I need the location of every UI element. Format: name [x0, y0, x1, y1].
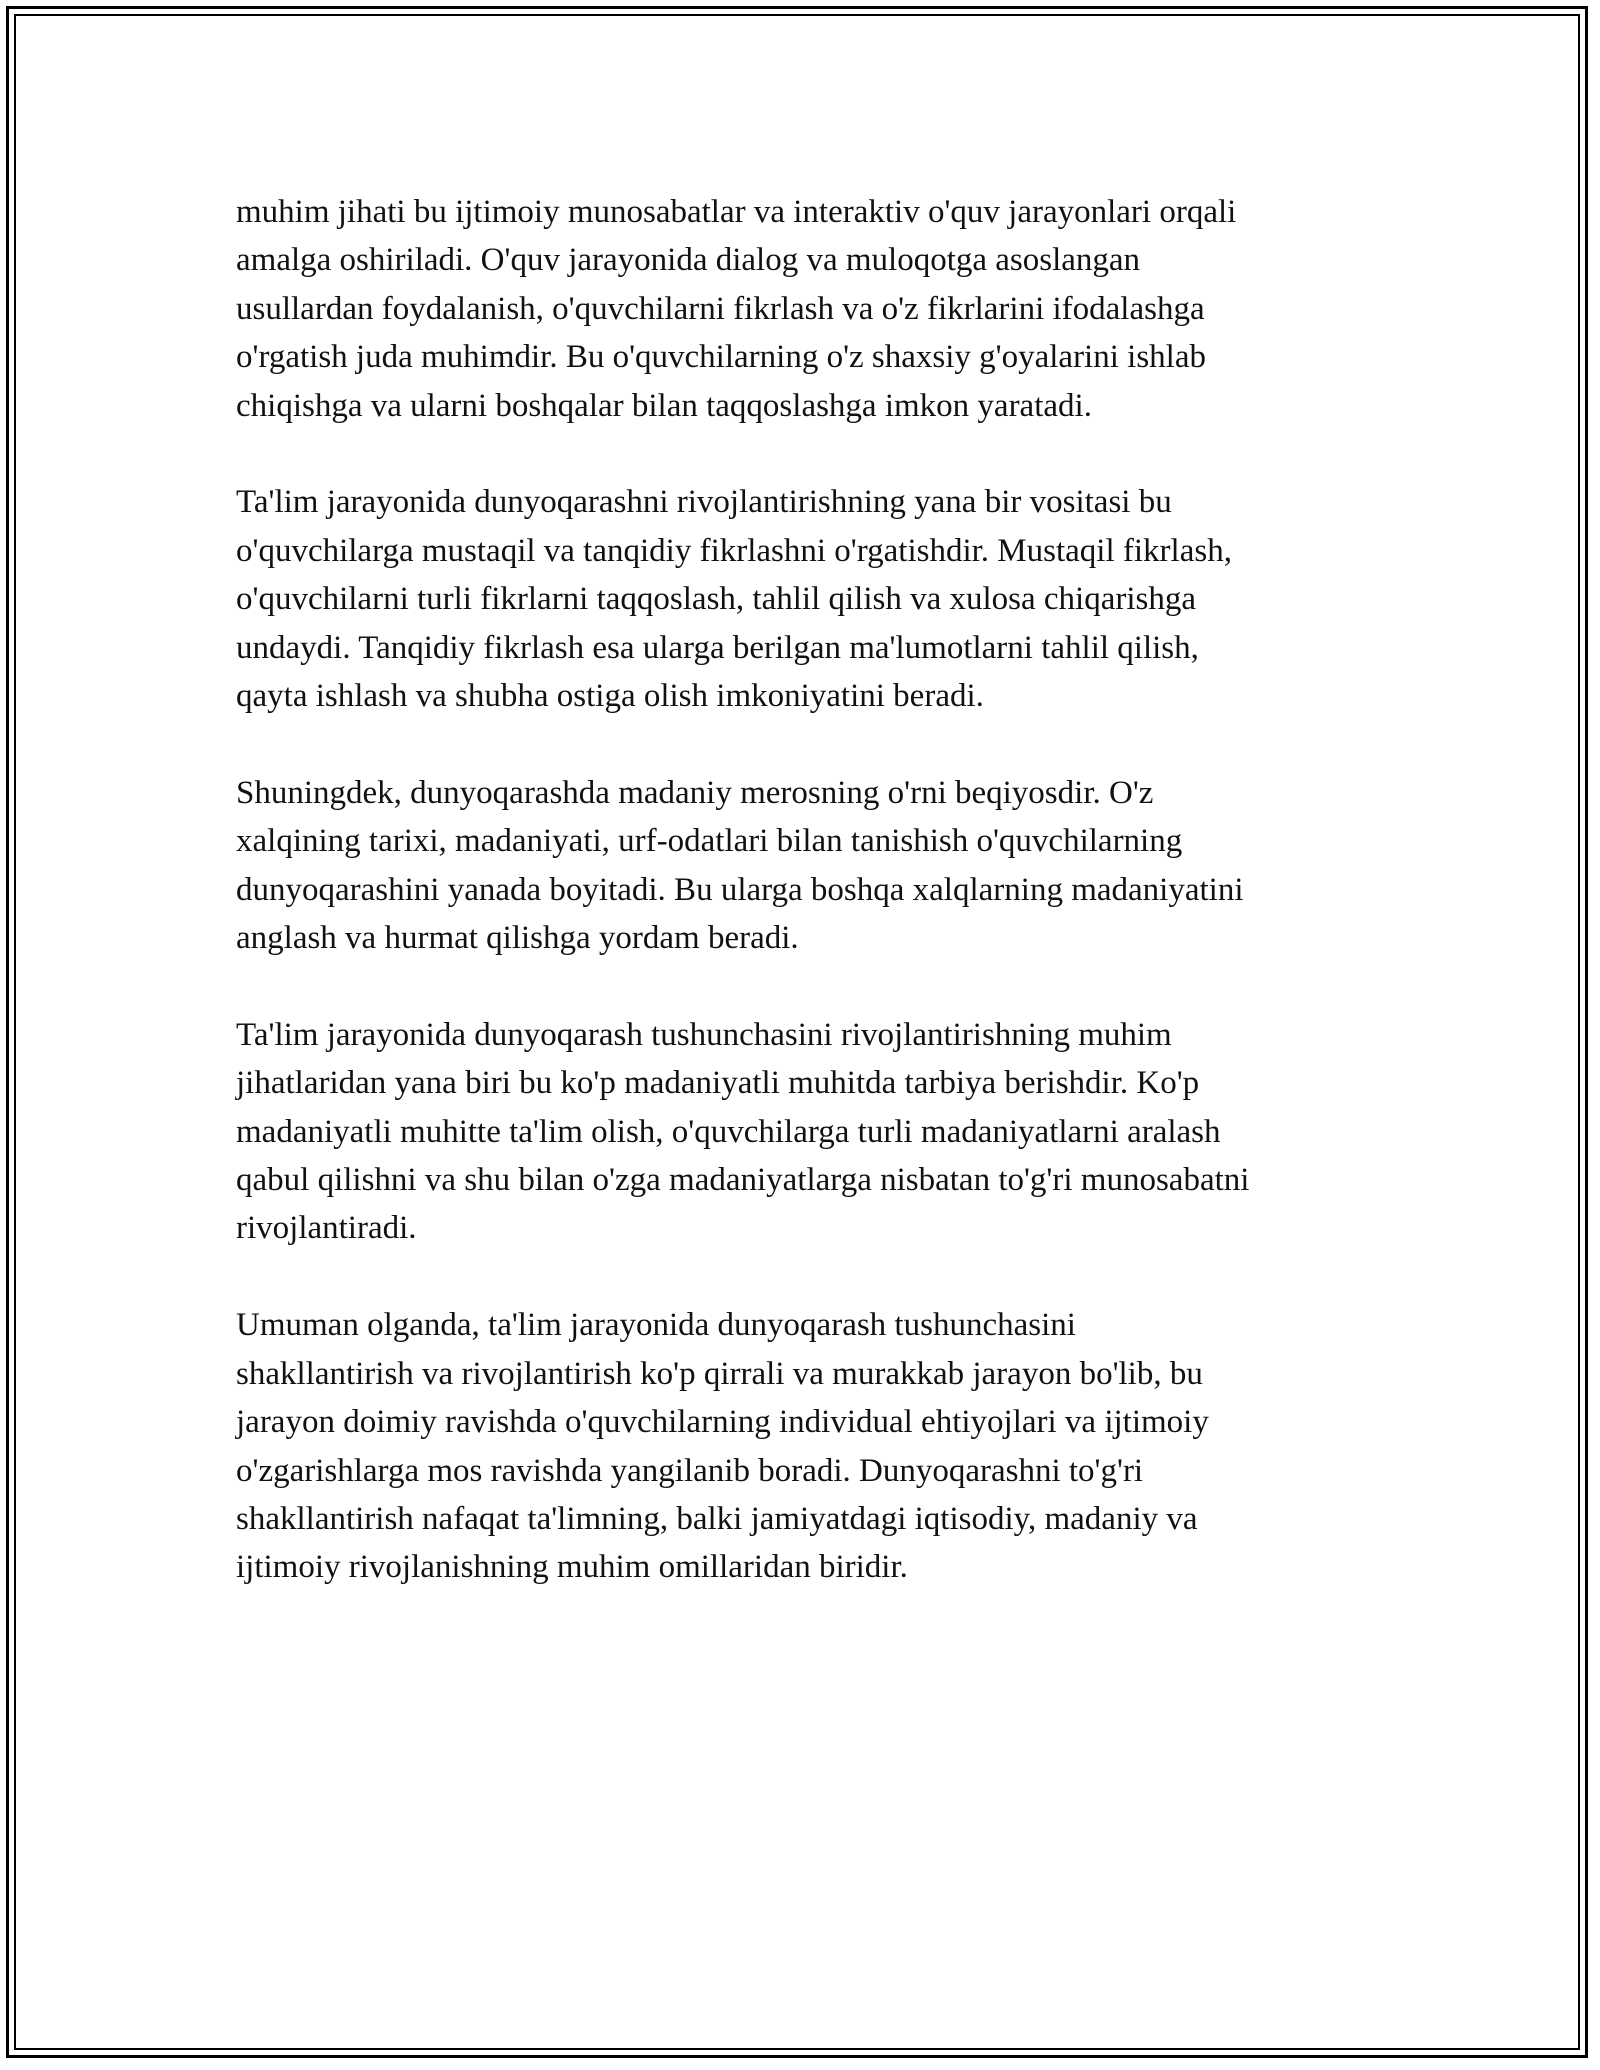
text-line: xalqining tarixi, madaniyati, urf-odatlari bilan tanishish o'quvchilarning: [236, 823, 1183, 860]
text-line: muhim jihati bu ijtimoiy munosabatlar va interaktiv o'quv jarayonlari orqali: [236, 194, 1237, 230]
text-line: o'zgarishlarga mos ravishda yangilanib boradi. Dunyoqarashni to'g'ri: [236, 1452, 1144, 1489]
text-line: rivojlantiradi.: [236, 1210, 417, 1247]
text-line: o'quvchilarni turli fikrlarni taqqoslash, tahlil qilish va xulosa chiqarishga: [236, 581, 1196, 618]
text-line: chiqishga va ularni boshqalar bilan taqqoslashga imkon yaratadi.: [236, 387, 1092, 424]
text-line: qayta ishlash va shubha ostiga olish imkoniyatini beradi.: [236, 678, 984, 715]
paragraph-1: [236, 188, 1396, 430]
text-line: o'rgatish juda muhimdir. Bu o'quvchilarning o'z shaxsiy g'oyalarini ishlab: [236, 339, 1206, 376]
text-line: amalga oshiriladi. O'quv jarayonida dialog va muloqotga asoslangan: [236, 242, 1141, 279]
text-line: madaniyatli muhitte ta'lim olish, o'quvchilarga turli madaniyatlarni aralash: [236, 1113, 1221, 1150]
text-line: Shuningdek, dunyoqarashda madaniy merosning o'rni beqiyosdir. O'z: [236, 774, 1154, 811]
text-line: jihatlaridan yana biri bu ko'p madaniyatli muhitda tarbiya berishdir. Ko'p: [236, 1065, 1200, 1102]
text-line: o'quvchilarga mustaqil va tanqidiy fikrlashni o'rgatishdir. Mustaqil fikrlash,: [236, 532, 1232, 569]
text-line: Umuman olganda, ta'lim jarayonida dunyoqarash tushunchasini: [236, 1307, 1076, 1344]
text-line: Ta'lim jarayonida dunyoqarash tushunchasini rivojlantirishning muhim: [236, 1016, 1172, 1053]
paragraph-4: [236, 1011, 1396, 1253]
text-line: Ta'lim jarayonida dunyoqarashni rivojlantirishning yana bir vositasi bu: [236, 484, 1172, 521]
text-line: usullardan foydalanish, o'quvchilarni fikrlash va o'z fikrlarini ifodalashga: [236, 290, 1205, 327]
text-line: dunyoqarashini yanada boyitadi. Bu ularga boshqa xalqlarning madaniyatini: [236, 871, 1244, 908]
text-line: undaydi. Tanqidiy fikrlash esa ularga berilgan ma'lumotlarni tahlil qilish,: [236, 629, 1199, 666]
paragraph-3: [236, 769, 1396, 963]
text-line: shakllantirish va rivojlantirish ko'p qirrali va murakkab jarayon bo'lib, bu: [236, 1355, 1203, 1392]
text-line: shakllantirish nafaqat ta'limning, balki jamiyatdagi iqtisodiy, madaniy va: [236, 1500, 1198, 1537]
text-line: ijtimoiy rivojlanishning muhim omillaridan biridir.: [236, 1549, 908, 1586]
text-line: qabul qilishni va shu bilan o'zga madaniyatlarga nisbatan to'g'ri munosabatni: [236, 1162, 1250, 1199]
document-body: [236, 188, 1396, 1640]
text-line: jarayon doimiy ravishda o'quvchilarning individual ehtiyojlari va ijtimoiy: [236, 1404, 1209, 1441]
paragraph-5: [236, 1301, 1396, 1591]
paragraph-2: [236, 478, 1396, 720]
text-line: anglash va hurmat qilishga yordam beradi.: [236, 920, 799, 957]
